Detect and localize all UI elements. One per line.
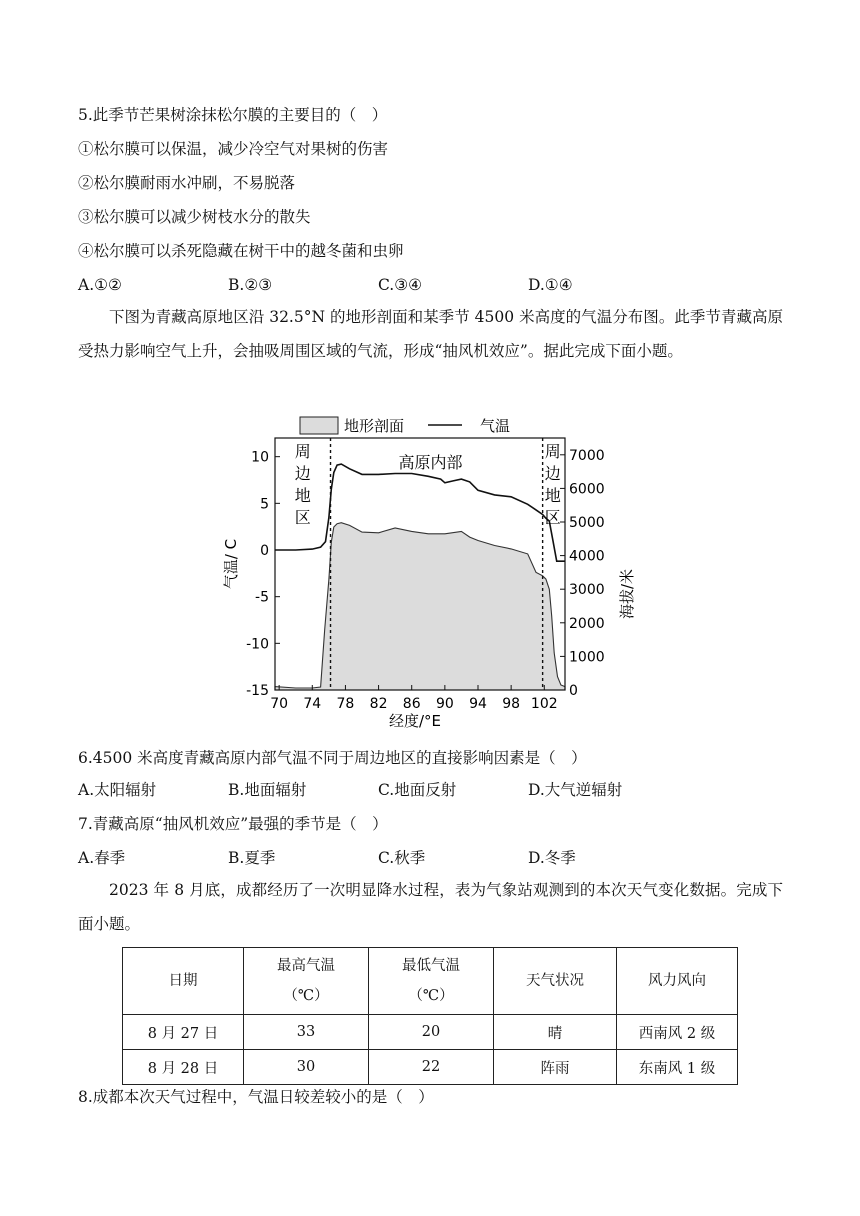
q5-option-c[interactable]: C.③④ [378, 276, 423, 294]
y-right-tick-label: 6000 [569, 481, 605, 498]
x-tick-label: 74 [303, 696, 322, 712]
region-label-right: 周边地区 [544, 442, 561, 527]
x-tick-label: 102 [530, 696, 558, 712]
y-left-tick-label: -15 [246, 683, 269, 699]
q5-statement-4: ④松尔膜可以杀死隐藏在树干中的越冬菌和虫卵 [78, 242, 404, 260]
y-right-tick-label: 7000 [569, 447, 605, 464]
cell-wind: 西南风 2 级 [617, 1015, 738, 1050]
q7-option-c[interactable]: C.秋季 [378, 849, 426, 867]
q6-option-d[interactable]: D.大气逆辐射 [528, 781, 623, 799]
x-axis-title: 经度/°E [388, 712, 442, 730]
intro-paragraph-1: 下图为青藏高原地区沿 32.5°N 的地形剖面和某季节 4500 米高度的气温分布图。此季节青藏高原受热力影响空气上升，会抽吸周围区域的气流，形成“抽风机效应”。据此完成下面小题。 [78, 308, 783, 360]
q5-statement-1: ①松尔膜可以保温，减少冷空气对果树的伤害 [78, 140, 389, 158]
y-left-tick-label: 10 [251, 449, 269, 466]
region-label-center: 高原内部 [398, 453, 463, 472]
y-left-tick-label: 0 [260, 543, 269, 559]
y-left-tick-label: 5 [260, 496, 269, 513]
header-max-temp: 最高气温 （℃） [244, 948, 369, 1015]
cell-max-temp: 30 [244, 1050, 369, 1085]
table-row [123, 1050, 738, 1085]
q7-stem: 7.青藏高原“抽风机效应”最强的季节是（ ） [78, 815, 388, 833]
q6-option-b[interactable]: B.地面辐射 [228, 781, 307, 799]
header-wind: 风力风向 [617, 948, 738, 1015]
cell-max-temp: 33 [244, 1015, 369, 1050]
q8-stem: 8.成都本次天气过程中，气温日较差较小的是（ ） [78, 1088, 434, 1106]
y-right-tick-label: 0 [569, 683, 578, 699]
y-right-tick-label: 2000 [569, 615, 605, 632]
q5-option-b[interactable]: B.②③ [228, 276, 273, 294]
q5-options [78, 274, 778, 296]
q6-option-c[interactable]: C.地面反射 [378, 781, 457, 799]
y-right-tick-label: 5000 [569, 515, 605, 531]
q5-statement-3: ③松尔膜可以减少树枝水分的散失 [78, 208, 311, 226]
q6-options [78, 779, 778, 801]
q5-stem: 5.此季节芒果树涂抹松尔膜的主要目的（ ） [78, 106, 388, 124]
q7-option-b[interactable]: B.夏季 [228, 849, 276, 867]
header-date: 日期 [123, 948, 244, 1015]
q7-option-d[interactable]: D.冬季 [528, 849, 576, 867]
q6-stem: 6.4500 米高度青藏高原内部气温不同于周边地区的直接影响因素是（ ） [78, 749, 587, 767]
table-row [123, 1015, 738, 1050]
q7-option-a[interactable]: A.春季 [78, 849, 126, 867]
y-left-tick-label: -10 [246, 636, 269, 653]
y-left-axis-title: 气温/ C [222, 538, 240, 590]
x-tick-label: 82 [369, 696, 388, 712]
x-tick-label: 70 [270, 696, 289, 712]
legend-terrain-swatch [300, 417, 338, 434]
q5-option-a[interactable]: A.①② [78, 276, 122, 294]
intro-paragraph-2: 2023 年 8 月底，成都经历了一次明显降水过程，表为气象站观测到的本次天气变化数据。完成下面小题。 [78, 881, 783, 933]
cell-min-temp: 22 [369, 1050, 494, 1085]
cell-date: 8 月 28 日 [123, 1050, 244, 1085]
legend-terrain-label: 地形剖面 [344, 417, 405, 435]
chart-legend [300, 417, 510, 435]
q6-option-a[interactable]: A.太阳辐射 [78, 781, 157, 799]
cell-weather: 晴 [494, 1015, 617, 1050]
cell-date: 8 月 27 日 [123, 1015, 244, 1050]
region-label-left: 周边地区 [294, 442, 311, 527]
x-tick-label: 94 [469, 696, 487, 712]
y-right-axis-title: 海拔/米 [618, 568, 636, 620]
terrain-temperature-chart [210, 405, 636, 735]
q5-option-d[interactable]: D.①④ [528, 276, 573, 294]
y-right-tick-label: 3000 [569, 582, 605, 599]
q7-options [78, 847, 778, 869]
header-weather: 天气状况 [494, 948, 617, 1015]
header-min-temp: 最低气温 （℃） [369, 948, 494, 1015]
y-right-tick-label: 4000 [569, 548, 605, 565]
table-header-row [123, 948, 738, 1015]
y-left-tick-label: -5 [255, 589, 269, 606]
cell-weather: 阵雨 [494, 1050, 617, 1085]
x-tick-label: 90 [435, 696, 454, 712]
x-tick-label: 78 [336, 696, 355, 712]
legend-temperature-label: 气温 [480, 417, 511, 435]
x-tick-label: 98 [502, 696, 521, 712]
x-tick-label: 86 [402, 696, 421, 712]
q5-statement-2: ②松尔膜耐雨水冲刷，不易脱落 [78, 174, 296, 192]
cell-wind: 东南风 1 级 [617, 1050, 738, 1085]
y-right-tick-label: 1000 [569, 649, 605, 666]
cell-min-temp: 20 [369, 1015, 494, 1050]
weather-table [122, 947, 738, 1085]
